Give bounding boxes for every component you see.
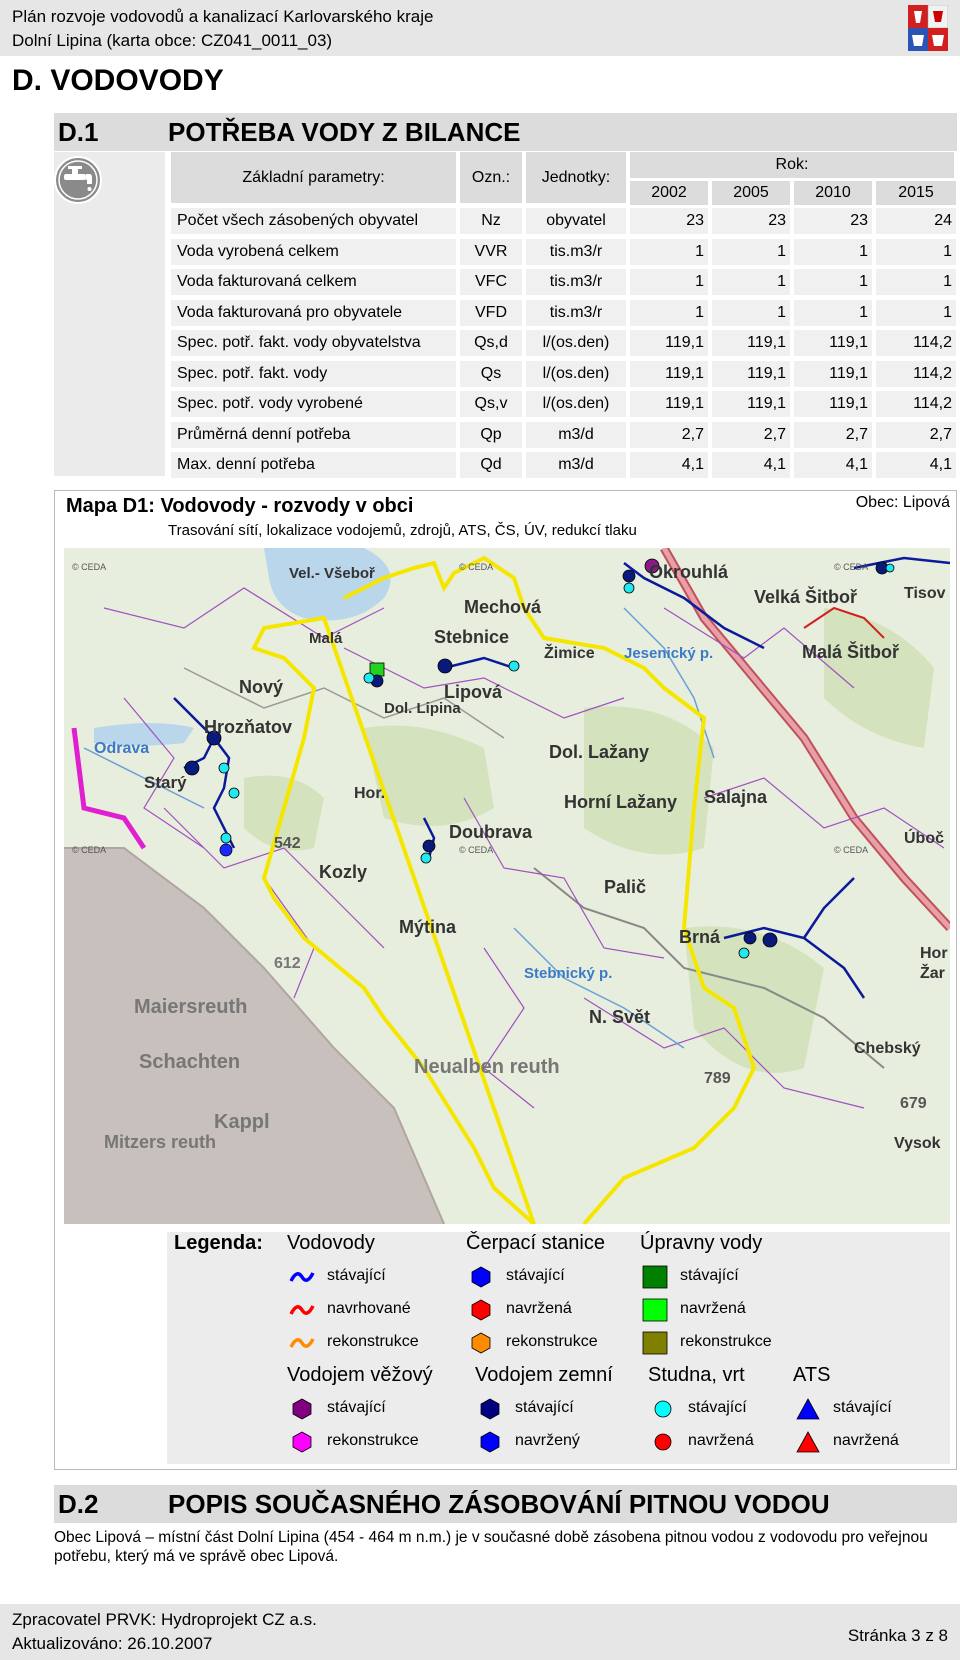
map-subtitle: Trasování sítí, lokalizace vodojemů, zdrojů, ATS, ČS, ÚV, redukcí tlaku — [168, 522, 637, 539]
value-cell: 114,2 — [876, 361, 956, 387]
place-label: Žar — [920, 965, 945, 982]
units-cell: tis.m3/r — [526, 300, 626, 326]
reservoir-icon — [477, 1430, 503, 1454]
param-cell: Voda fakturovaná pro obyvatele — [171, 300, 456, 326]
value-cell: 23 — [630, 208, 708, 234]
legend-group-head: Čerpací stanice — [466, 1232, 605, 1254]
place-label: Neualben reuth — [414, 1056, 560, 1078]
place-label: Horní Lažany — [564, 792, 678, 812]
ozn-cell: Qs,d — [460, 330, 522, 356]
value-cell: 24 — [876, 208, 956, 234]
header-subtitle: Dolní Lipina (karta obce: CZ041_0011_03) — [12, 31, 333, 50]
year-header: 2015 — [876, 181, 956, 205]
place-label: Kappl — [214, 1111, 270, 1133]
legend-item-label: stávající — [680, 1267, 739, 1284]
legend-item-label: rekonstrukce — [327, 1432, 419, 1449]
water-network-map — [64, 548, 950, 1224]
place-label: Stebnický p. — [524, 965, 613, 982]
value-cell: 4,1 — [876, 452, 956, 478]
value-cell: 1 — [876, 300, 956, 326]
legend-item-label: stávající — [327, 1267, 386, 1284]
ats-icon — [795, 1397, 821, 1421]
place-label: Úboč — [904, 830, 944, 847]
legend-item-label: navržená — [680, 1300, 746, 1317]
units-cell: tis.m3/r — [526, 239, 626, 265]
param-cell: Průměrná denní potřeba — [171, 422, 456, 448]
pump-station-icon — [468, 1331, 494, 1355]
legend-item-label: navržená — [688, 1432, 754, 1449]
value-cell: 1 — [712, 269, 790, 295]
value-cell: 2,7 — [794, 422, 872, 448]
page-header — [0, 0, 960, 56]
place-label: Vel.- Všeboř — [289, 565, 375, 582]
d1-number: D.1 — [58, 117, 99, 147]
legend-item-label: stávající — [688, 1399, 747, 1416]
region-coat-of-arms-icon — [908, 5, 948, 51]
value-cell: 114,2 — [876, 391, 956, 417]
legend-item-label: stávající — [327, 1399, 386, 1416]
value-cell: 119,1 — [712, 330, 790, 356]
value-cell: 119,1 — [794, 391, 872, 417]
map-municipality: Obec: Lipová — [855, 494, 950, 511]
legend-item-label: navržená — [833, 1432, 899, 1449]
place-label: Malá — [309, 630, 343, 647]
water-tap-icon — [52, 154, 104, 206]
place-label: Kozly — [319, 862, 368, 882]
place-label: 542 — [274, 835, 301, 852]
value-cell: 1 — [876, 239, 956, 265]
value-cell: 119,1 — [794, 361, 872, 387]
place-label: Hrozňatov — [204, 717, 293, 737]
page-number: Stránka 3 z 8 — [847, 1626, 948, 1645]
units-cell: l/(os.den) — [526, 391, 626, 417]
ozn-cell: VVR — [460, 239, 522, 265]
place-label: Mechová — [464, 597, 542, 617]
value-cell: 2,7 — [712, 422, 790, 448]
legend-title: Legenda: — [174, 1232, 263, 1254]
place-label: Hor — [920, 945, 948, 962]
legend-item-label: navrhované — [327, 1300, 411, 1317]
year-header: 2010 — [794, 181, 872, 205]
value-cell: 4,1 — [630, 452, 708, 478]
place-label: Palič — [604, 877, 647, 897]
place-label: Mýtina — [399, 917, 457, 937]
header-title: Plán rozvoje vodovodů a kanalizací Karlovarského kraje — [12, 7, 434, 26]
d1-title: POTŘEBA VODY Z BILANCE — [168, 117, 521, 147]
place-label: 679 — [900, 1095, 927, 1112]
d2-section-bar — [54, 1485, 957, 1523]
legend-item-label: stávající — [833, 1399, 892, 1416]
pipe-line-icon — [289, 1265, 315, 1289]
value-cell: 1 — [876, 269, 956, 295]
param-cell: Voda vyrobená celkem — [171, 239, 456, 265]
page-footer — [0, 1604, 960, 1660]
map-credit: © CEDA — [72, 845, 107, 855]
value-cell: 2,7 — [630, 422, 708, 448]
units-cell: m3/d — [526, 452, 626, 478]
value-cell: 1 — [630, 269, 708, 295]
place-label: Chebský — [854, 1040, 921, 1057]
well-icon — [650, 1430, 676, 1454]
place-label: Odrava — [94, 740, 150, 757]
place-label: Jesenický p. — [624, 645, 714, 662]
value-cell: 114,2 — [876, 330, 956, 356]
value-cell: 1 — [794, 239, 872, 265]
param-cell: Max. denní potřeba — [171, 452, 456, 478]
legend-group-head: Vodojem věžový — [287, 1364, 433, 1386]
place-label: Hor. — [354, 785, 386, 802]
map-credit: © CEDA — [834, 562, 869, 572]
legend-item-label: rekonstrukce — [680, 1333, 772, 1350]
d2-description: Obec Lipová – místní část Dolní Lipina (454 - 464 m n.m.) je v současné době zásobena pitnou vodou z vodovodu pro veřejnou potřebu, který má ve správě obec Lipová. — [54, 1529, 928, 1565]
footer-updated: Aktualizováno: 26.10.2007 — [12, 1634, 213, 1653]
value-cell: 1 — [630, 239, 708, 265]
year-header: 2002 — [630, 181, 708, 205]
ats-icon — [795, 1430, 821, 1454]
ozn-cell: Qs,v — [460, 391, 522, 417]
col-header-ozn: Ozn.: — [460, 152, 522, 203]
treatment-plant-icon — [642, 1265, 668, 1289]
map-credit: © CEDA — [834, 845, 869, 855]
param-cell: Spec. potř. vody vyrobené — [171, 391, 456, 417]
pipe-line-icon — [289, 1298, 315, 1322]
place-label: Dol. Lažany — [549, 742, 650, 762]
value-cell: 119,1 — [630, 330, 708, 356]
ozn-cell: Nz — [460, 208, 522, 234]
place-label: Tisov — [904, 585, 946, 602]
value-cell: 119,1 — [712, 361, 790, 387]
param-cell: Počet všech zásobených obyvatel — [171, 208, 456, 234]
value-cell: 119,1 — [630, 361, 708, 387]
col-header-param: Základní parametry: — [171, 152, 456, 203]
place-label: Stebnice — [434, 627, 510, 647]
map-credit: © CEDA — [459, 845, 494, 855]
legend-group-head: ATS — [793, 1364, 831, 1386]
value-cell: 119,1 — [794, 330, 872, 356]
units-cell: m3/d — [526, 422, 626, 448]
ozn-cell: Qd — [460, 452, 522, 478]
treatment-plant-icon — [642, 1298, 668, 1322]
legend-item-label: rekonstrukce — [506, 1333, 598, 1350]
map-title: Mapa D1: Vodovody - rozvody v obci — [66, 495, 414, 517]
value-cell: 23 — [712, 208, 790, 234]
place-label: Okrouhlá — [649, 562, 729, 582]
map-credit: © CEDA — [459, 562, 494, 572]
place-label: 789 — [704, 1070, 731, 1087]
place-label: Brná — [679, 927, 721, 947]
pump-station-icon — [468, 1265, 494, 1289]
place-label: Velká Šitboř — [754, 587, 858, 607]
units-cell: l/(os.den) — [526, 330, 626, 356]
col-header-year: Rok: — [630, 152, 954, 178]
param-cell: Spec. potř. fakt. vody — [171, 361, 456, 387]
place-label: Lipová — [444, 682, 503, 702]
place-label: Vysok — [894, 1135, 941, 1152]
param-cell: Voda fakturovaná celkem — [171, 269, 456, 295]
footer-author: Zpracovatel PRVK: Hydroprojekt CZ a.s. — [12, 1610, 317, 1629]
ozn-cell: VFD — [460, 300, 522, 326]
value-cell: 1 — [712, 239, 790, 265]
value-cell: 1 — [794, 269, 872, 295]
units-cell: obyvatel — [526, 208, 626, 234]
value-cell: 4,1 — [712, 452, 790, 478]
value-cell: 23 — [794, 208, 872, 234]
value-cell: 4,1 — [794, 452, 872, 478]
treatment-plant-icon — [642, 1331, 668, 1355]
value-cell: 119,1 — [630, 391, 708, 417]
place-label: N. Svět — [589, 1007, 651, 1027]
units-cell: tis.m3/r — [526, 269, 626, 295]
place-label: Nový — [239, 677, 284, 697]
map-credit: © CEDA — [72, 562, 107, 572]
d2-number: D.2 — [58, 1489, 99, 1519]
ozn-cell: Qp — [460, 422, 522, 448]
ozn-cell: Qs — [460, 361, 522, 387]
place-label: Schachten — [139, 1051, 241, 1073]
legend-item-label: navržená — [506, 1300, 572, 1317]
value-cell: 2,7 — [876, 422, 956, 448]
place-label: Žimice — [544, 645, 595, 662]
d2-title: POPIS SOUČASNÉHO ZÁSOBOVÁNÍ PITNOU VODOU — [168, 1489, 830, 1519]
place-label: Malá Šitboř — [802, 642, 900, 662]
value-cell: 119,1 — [712, 391, 790, 417]
param-cell: Spec. potř. fakt. vody obyvatelstva — [171, 330, 456, 356]
place-label: 612 — [274, 955, 301, 972]
value-cell: 1 — [712, 300, 790, 326]
section-title: D. VODOVODY — [12, 64, 224, 97]
legend-group-head: Úpravny vody — [640, 1232, 763, 1254]
pipe-line-icon — [289, 1331, 315, 1355]
legend-item-label: rekonstrukce — [327, 1333, 419, 1350]
ozn-cell: VFC — [460, 269, 522, 295]
value-cell: 1 — [630, 300, 708, 326]
reservoir-icon — [477, 1397, 503, 1421]
legend-item-label: navržený — [515, 1432, 580, 1449]
value-cell: 1 — [794, 300, 872, 326]
legend-item-label: stávající — [515, 1399, 574, 1416]
pump-station-icon — [468, 1298, 494, 1322]
well-icon — [650, 1397, 676, 1421]
place-label: Salajna — [704, 787, 768, 807]
place-label: Starý — [144, 773, 187, 792]
place-label: Dol. Lipina — [384, 700, 461, 717]
legend-group-head: Studna, vrt — [648, 1364, 745, 1386]
place-label: Doubrava — [449, 822, 533, 842]
year-header: 2005 — [712, 181, 790, 205]
reservoir-icon — [289, 1397, 315, 1421]
d1-section-bar — [54, 113, 957, 151]
legend-group-head: Vodojem zemní — [475, 1364, 613, 1386]
col-header-units: Jednotky: — [526, 152, 626, 203]
units-cell: l/(os.den) — [526, 361, 626, 387]
place-label: Mitzers reuth — [104, 1132, 217, 1152]
legend-group-head: Vodovody — [287, 1232, 375, 1254]
reservoir-icon — [289, 1430, 315, 1454]
legend-item-label: stávající — [506, 1267, 565, 1284]
place-label: Maiersreuth — [134, 996, 248, 1018]
